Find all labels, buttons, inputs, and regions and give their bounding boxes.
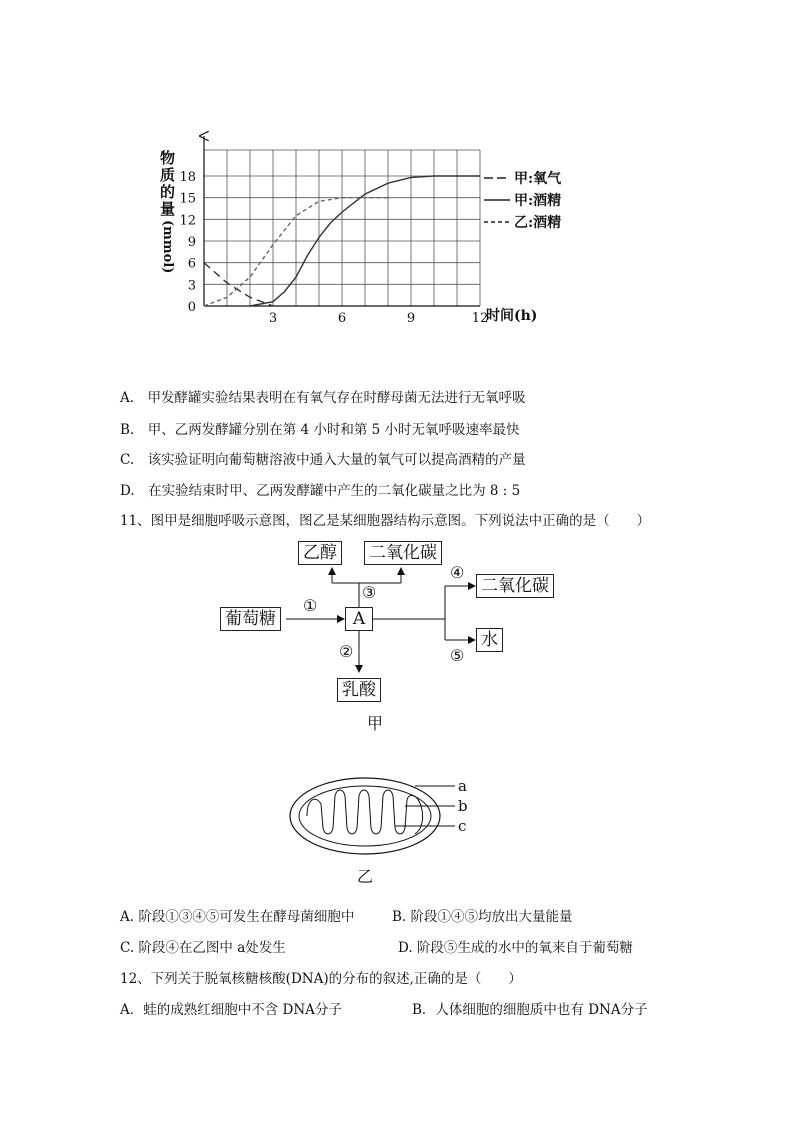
box-co2-right: 二氧化碳 xyxy=(476,574,554,598)
y-label-char: 量 xyxy=(160,200,176,218)
y-label-unit: (mmol) xyxy=(160,220,175,274)
q12-option-b: B．人体细胞的细胞质中也有 DNA分子 xyxy=(412,1002,648,1018)
diagram-yi-caption: 乙 xyxy=(357,867,374,886)
q10-option-a: A. 甲发酵罐实验结果表明在有氧气存在时酵母菌无法进行无氧呼吸 xyxy=(120,390,526,406)
diagram-jia-caption: 甲 xyxy=(367,714,384,733)
q12-option-a: A．蛙的成熟红细胞中不含 DNA分子 xyxy=(120,1002,342,1018)
x-tick-label: 12 xyxy=(471,311,489,326)
stage-4-label: ④ xyxy=(450,563,465,582)
box-ethanol: 乙醇 xyxy=(298,541,342,565)
q10-option-b: B. 甲、乙两发酵罐分别在第 4 小时和第 5 小时无氧呼吸速率最快 xyxy=(120,422,520,438)
y-tick-label: 9 xyxy=(187,235,196,250)
chart-grid xyxy=(204,150,480,306)
box-a: A xyxy=(345,607,373,631)
y-label-char: 质 xyxy=(160,166,176,184)
line-chart xyxy=(150,128,590,328)
mito-label-b: b xyxy=(458,797,468,815)
y-tick-label: 12 xyxy=(179,213,196,229)
y-label-char: 物 xyxy=(160,149,176,167)
q10-option-d: D. 在实验结束时甲、乙两发酵罐中产生的二氧化碳量之比为 8 : 5 xyxy=(120,483,521,499)
y-label-char: 的 xyxy=(160,183,176,201)
x-axis-label: 时间(h) xyxy=(486,308,538,324)
stage-1-label: ① xyxy=(303,596,318,615)
stage-2-label: ② xyxy=(339,642,354,661)
stage-5-label: ⑤ xyxy=(450,646,465,665)
mito-label-a: a xyxy=(458,777,467,795)
stage-3-label: ③ xyxy=(362,583,377,602)
q11-stem: 11、图甲是细胞呼吸示意图，图乙是某细胞器结构示意图。下列说法中正确的是（ ） xyxy=(120,513,651,529)
y-axis-label-text xyxy=(160,149,184,274)
box-co2-top: 二氧化碳 xyxy=(364,541,442,565)
chart-ticks xyxy=(179,170,488,326)
mito-label-c: c xyxy=(458,817,467,835)
box-water: 水 xyxy=(476,628,503,652)
y-tick-label: 0 xyxy=(187,300,196,315)
y-tick-label: 6 xyxy=(187,256,196,272)
q10-option-c: C. 该实验证明向葡萄糖溶液中通入大量的氧气可以提高酒精的产量 xyxy=(120,452,526,468)
legend-label: 甲:氧气 xyxy=(514,171,562,187)
q12-stem: 12、下列关于脱氧核糖核酸(DNA)的分布的叙述,正确的是（ ） xyxy=(120,971,522,987)
q11-option-d: D. 阶段⑤生成的水中的氧来自于葡萄糖 xyxy=(398,940,633,956)
box-lactic-acid: 乳酸 xyxy=(337,678,381,702)
q11-option-a: A. 阶段①③④⑤可发生在酵母菌细胞中 xyxy=(120,909,355,925)
q11-option-c: C. 阶段④在乙图中 a处发生 xyxy=(120,940,286,956)
x-tick-label: 3 xyxy=(268,311,278,326)
mitochondrion-diagram xyxy=(285,770,485,860)
x-tick-label: 9 xyxy=(406,311,416,326)
y-tick-label: 3 xyxy=(187,278,196,294)
y-tick-label: 15 xyxy=(179,191,196,207)
y-tick-label: 18 xyxy=(179,170,196,185)
x-tick-label: 6 xyxy=(337,311,347,326)
y-axis-label xyxy=(160,149,184,274)
legend-label: 乙:酒精 xyxy=(514,215,562,231)
q11-option-b: B. 阶段①④⑤均放出大量能量 xyxy=(392,909,573,925)
box-glucose: 葡萄糖 xyxy=(220,607,281,631)
chart-legend xyxy=(484,170,562,231)
legend-label: 甲:酒精 xyxy=(514,193,562,209)
